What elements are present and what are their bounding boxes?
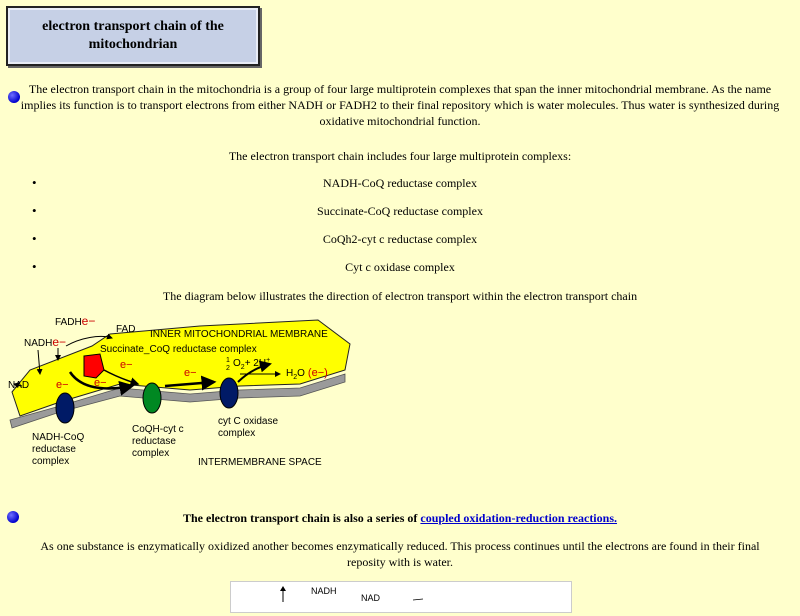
list-item-label: CoQh2-cyt c reductase complex [322, 232, 478, 246]
bottom-nadh-label: NADH [311, 586, 337, 596]
up-arrow-icon [280, 586, 286, 591]
diagram-caption: The diagram below illustrates the direction of electron transport within the electron transport chain [162, 289, 638, 303]
intro-paragraph: The electron transport chain in the mitochondria is a group of four large multiprotein complexes that span the inner mitochondrial membrane. As the name implies its function is to transport electrons from either NADH or FADH2 to their final repository which is water molecules. Thus water is synthesized during oxidative mitochondrial function. [20, 82, 780, 128]
intermembrane-label: INTERMEMBRANE SPACE [198, 457, 322, 468]
electron-transport-diagram [0, 312, 360, 474]
fadh-label: FADHe− [55, 314, 96, 328]
half-numerator: 1 [226, 357, 230, 364]
list-bullet-icon: • [32, 203, 37, 218]
list-bullet-icon: • [32, 175, 37, 190]
oxygen-label: $O_2+ 2H^+$ [233, 357, 271, 371]
redox-link[interactable]: coupled oxidation-reduction reactions. [420, 511, 617, 525]
redox-prefix: The electron transport chain is also a series of [183, 511, 421, 525]
complexes-heading: The electron transport chain includes four large multiprotein complexs: [228, 149, 572, 163]
list-item-label: Succinate-CoQ reductase complex [317, 204, 483, 218]
list-item-label: Cyt c oxidase complex [345, 260, 455, 274]
bottom-figure-svg [231, 582, 571, 612]
nad-label: NAD [8, 380, 30, 391]
inner-membrane-label: INNER MITOCHONDRIAL MEMBRANE [150, 329, 328, 340]
electron-label: e− [56, 379, 69, 391]
complex-4-shape [220, 378, 238, 408]
half-denominator: 2 [226, 365, 230, 372]
list-bullet-icon: • [32, 231, 37, 246]
bottom-figure [230, 581, 572, 613]
nadh-label: NADHe− [24, 335, 67, 349]
list-item [0, 176, 800, 191]
complex-3-shape [143, 383, 161, 413]
water-label: $H_2O$ (e−) [286, 367, 328, 381]
redox-paragraph: As one substance is enzymatically oxidized another becomes enzymatically reduced. This process continues until the electrons are found in their final reposity with is water. [40, 539, 760, 569]
electron-label: e− [120, 359, 133, 371]
redox-heading [18, 510, 782, 526]
electron-label: e− [184, 367, 197, 379]
complex-1-shape [56, 393, 74, 423]
page-title-text: electron transport chain of the mitochondrian [42, 19, 224, 52]
complex-3-label: CoQH-cyt c reductase complex [132, 424, 184, 459]
list-bullet-icon: • [32, 259, 37, 274]
succinate-label: Succinate_CoQ reductase complex [100, 344, 257, 355]
list-item-label: NADH-CoQ reductase complex [323, 176, 477, 190]
bottom-nad-label: NAD [361, 593, 381, 603]
list-item [0, 204, 800, 219]
complex-4-label: cyt C oxidase complex [218, 416, 279, 439]
list-item [0, 260, 800, 275]
page-title [6, 6, 260, 66]
fad-label: FAD [116, 324, 136, 335]
electron-label: e− [94, 377, 107, 389]
list-item [0, 232, 800, 247]
complex-1-label: NADH-CoQ reductase complex [32, 432, 85, 467]
